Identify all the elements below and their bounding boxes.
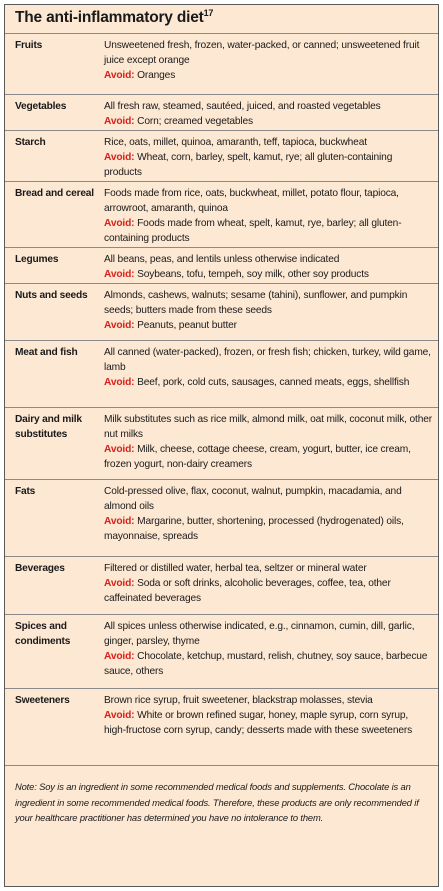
food-category: Beverages xyxy=(15,563,65,574)
food-description xyxy=(104,38,438,94)
avoid-foods: Beef, pork, cold cuts, sausages, canned meats, eggs, shellfish xyxy=(137,377,410,388)
avoid-line xyxy=(104,442,432,472)
allowed-foods: Brown rice syrup, fruit sweetener, blackstrap molasses, stevia xyxy=(104,695,373,706)
avoid-foods: Milk, cheese, cottage cheese, cream, yogurt, butter, ice cream, frozen yogurt, non-dairy creamers xyxy=(104,444,411,470)
food-description xyxy=(104,288,438,340)
avoid-label: Avoid: xyxy=(104,269,135,280)
food-row xyxy=(5,407,438,479)
allowed-foods: All beans, peas, and lentils unless otherwise indicated xyxy=(104,254,340,265)
avoid-label: Avoid: xyxy=(104,218,135,229)
avoid-line xyxy=(104,514,432,544)
food-description xyxy=(104,135,438,181)
food-description xyxy=(104,619,438,688)
avoid-foods: Corn; creamed vegetables xyxy=(137,116,253,127)
food-rows xyxy=(5,33,438,765)
food-category: Sweeteners xyxy=(15,695,70,706)
food-category: Bread and cereal xyxy=(15,188,94,199)
avoid-line xyxy=(104,68,432,83)
food-row xyxy=(5,181,438,247)
avoid-foods: Oranges xyxy=(137,70,176,81)
food-category: Fruits xyxy=(15,40,43,51)
food-row xyxy=(5,283,438,340)
allowed-foods: All canned (water-packed), frozen, or fresh fish; chicken, turkey, wild game, lamb xyxy=(104,347,431,373)
allowed-foods: All spices unless otherwise indicated, e.g., cinnamon, cumin, dill, garlic, ginger, parsley, thyme xyxy=(104,621,415,647)
title-text: The anti-inflammatory diet xyxy=(15,9,204,26)
diet-table-panel xyxy=(4,4,439,887)
food-description xyxy=(104,252,438,283)
avoid-label: Avoid: xyxy=(104,578,135,589)
food-description xyxy=(104,693,438,765)
avoid-foods: Wheat, corn, barley, spelt, kamut, rye; all gluten-containing products xyxy=(104,152,393,178)
food-category: Fats xyxy=(15,486,36,497)
avoid-line xyxy=(104,267,432,282)
avoid-line xyxy=(104,576,432,606)
allowed-foods: Milk substitutes such as rice milk, almond milk, oat milk, coconut milk, other nut milks xyxy=(104,414,432,440)
food-row xyxy=(5,94,438,130)
food-category: Starch xyxy=(15,137,46,148)
avoid-foods: Foods made from wheat, spelt, kamut, rye, barley; all gluten-containing products xyxy=(104,218,402,244)
food-description xyxy=(104,412,438,479)
food-description xyxy=(104,484,438,556)
avoid-line xyxy=(104,708,432,738)
food-description xyxy=(104,99,438,130)
allowed-foods: All fresh raw, steamed, sautéed, juiced, and roasted vegetables xyxy=(104,101,381,112)
food-row xyxy=(5,556,438,614)
avoid-label: Avoid: xyxy=(104,710,135,721)
allowed-foods: Almonds, cashews, walnuts; sesame (tahini), sunflower, and pumpkin seeds; butters made from these seeds xyxy=(104,290,408,316)
allowed-foods: Foods made from rice, oats, buckwheat, millet, potato flour, tapioca, arrowroot, amaranth, quinoa xyxy=(104,188,399,214)
food-row xyxy=(5,479,438,556)
title-footnote-ref: 17 xyxy=(203,7,214,18)
avoid-label: Avoid: xyxy=(104,444,135,455)
food-category: Meat and fish xyxy=(15,347,78,358)
food-row xyxy=(5,614,438,688)
avoid-line xyxy=(104,649,432,679)
avoid-label: Avoid: xyxy=(104,116,135,127)
avoid-foods: Chocolate, ketchup, mustard, relish, chutney, soy sauce, barbecue sauce, others xyxy=(104,651,428,677)
food-row xyxy=(5,688,438,765)
food-category: Dairy and milk substitutes xyxy=(15,414,82,440)
avoid-line xyxy=(104,318,432,333)
food-category: Vegetables xyxy=(15,101,67,112)
allowed-foods: Unsweetened fresh, frozen, water-packed, or canned; unsweetened fruit juice except orange xyxy=(104,40,420,66)
allowed-foods: Rice, oats, millet, quinoa, amaranth, teff, tapioca, buckwheat xyxy=(104,137,367,148)
avoid-label: Avoid: xyxy=(104,320,135,331)
food-row xyxy=(5,247,438,283)
food-row xyxy=(5,340,438,407)
food-description xyxy=(104,345,438,407)
footnote: Note: Soy is an ingredient in some recommended medical foods and supplements. Chocolate is an ingredient in some recommended medical foods. Therefore, these products are only recommended if your healthcare practitioner has determined you have no intolerance to them. xyxy=(5,765,438,826)
food-category: Spices and condiments xyxy=(15,621,71,647)
table-title xyxy=(5,5,438,33)
food-category: Legumes xyxy=(15,254,59,265)
avoid-foods: Margarine, butter, shortening, processed (hydrogenated) oils, mayonnaise, spreads xyxy=(104,516,404,542)
avoid-line xyxy=(104,375,432,390)
allowed-foods: Cold-pressed olive, flax, coconut, walnut, pumpkin, macadamia, and almond oils xyxy=(104,486,402,512)
avoid-label: Avoid: xyxy=(104,152,135,163)
avoid-label: Avoid: xyxy=(104,651,135,662)
avoid-foods: White or brown refined sugar, honey, maple syrup, corn syrup, high-fructose corn syrup, candy; desserts made with these sweeteners xyxy=(104,710,413,736)
food-row xyxy=(5,33,438,94)
avoid-label: Avoid: xyxy=(104,516,135,527)
avoid-line xyxy=(104,150,432,180)
food-description xyxy=(104,186,438,247)
avoid-label: Avoid: xyxy=(104,377,135,388)
avoid-line xyxy=(104,216,432,246)
food-description xyxy=(104,561,438,614)
avoid-label: Avoid: xyxy=(104,70,135,81)
allowed-foods: Filtered or distilled water, herbal tea, seltzer or mineral water xyxy=(104,563,367,574)
avoid-line xyxy=(104,114,432,129)
food-row xyxy=(5,130,438,181)
avoid-foods: Soda or soft drinks, alcoholic beverages, coffee, tea, other caffeinated beverages xyxy=(104,578,391,604)
avoid-foods: Peanuts, peanut butter xyxy=(137,320,237,331)
avoid-foods: Soybeans, tofu, tempeh, soy milk, other soy products xyxy=(137,269,369,280)
food-category: Nuts and seeds xyxy=(15,290,88,301)
